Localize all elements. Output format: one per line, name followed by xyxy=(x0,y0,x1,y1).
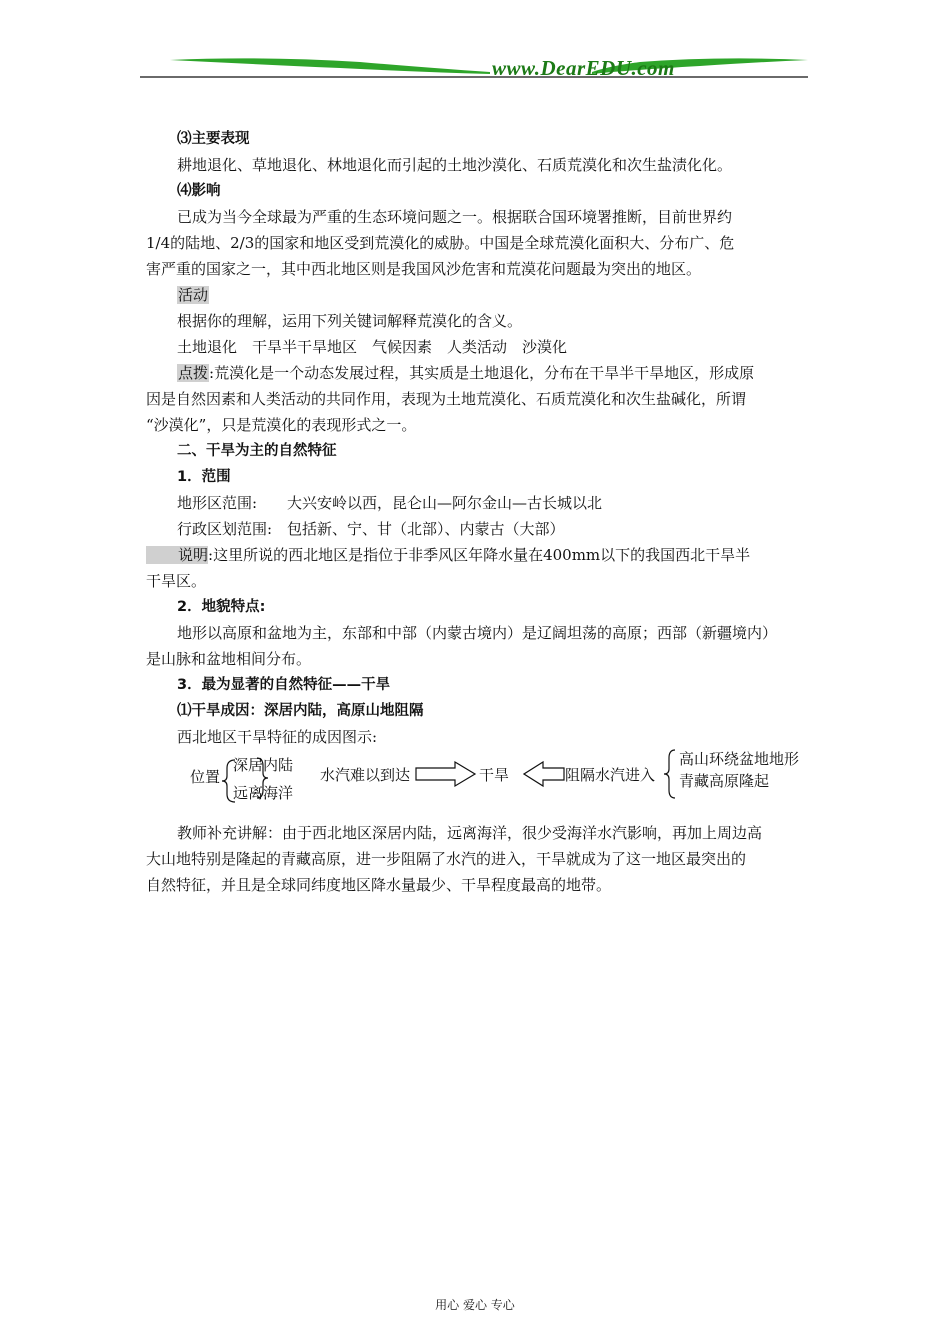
section-4-line-2: 1/4的陆地、2/3的国家和地区受到荒漠化的威胁。中国是全球荒漠化面积大、分布广、危 xyxy=(146,234,735,252)
activity-label: 活动 xyxy=(178,286,209,304)
teacher-line-2: 大山地特别是隆起的青藏高原，进一步阻隔了水汽的进入，干旱就成为了这一地区最突出的 xyxy=(146,850,747,868)
header-swoosh-icon xyxy=(140,52,808,82)
landform-line-2: 是山脉和盆地相间分布。 xyxy=(146,650,312,668)
activity-label-row xyxy=(177,282,845,308)
right-arrow-icon xyxy=(415,760,477,788)
tip-line-3: “沙漠化”，只是荒漠化的表现形式之一。 xyxy=(146,416,417,434)
diagram-far-from-ocean: 远离海洋 xyxy=(233,784,294,802)
site-logo-text[interactable]: www.DearEDU.com xyxy=(492,56,675,80)
drought-cause-diagram xyxy=(185,748,825,808)
diagram-vapor-hard: 水汽难以到达 xyxy=(320,766,411,784)
keywords: 土地退化 干旱半干旱地区 气候因素 人类活动 沙漠化 xyxy=(177,338,568,356)
diagram-position: 位置 xyxy=(190,768,221,786)
section-3-title: ⑶主要表现 xyxy=(177,131,250,147)
diagram-intro: 西北地区干旱特征的成因图示: xyxy=(177,728,378,746)
teacher-line-1: 教师补充讲解：由于西北地区深居内陆，远离海洋，很少受海洋水汽影响，再加上周边高 xyxy=(177,824,763,842)
range-admin: 行政区划范围: 包括新、宁、甘（北部）、内蒙古（大部） xyxy=(177,520,565,538)
subsection-3-title: 3．最为显著的自然特征——干旱 xyxy=(177,677,391,693)
tip-label: 点拨 xyxy=(178,364,209,382)
right-brace-icon xyxy=(255,756,269,800)
note-line-2: 干旱区。 xyxy=(146,572,207,590)
diagram-plateau: 青藏高原隆起 xyxy=(679,772,770,790)
diagram-deep-inland: 深居内陆 xyxy=(233,756,294,774)
landform-line-1: 地形以高原和盆地为主，东部和中部（内蒙古境内）是辽阔坦荡的高原；西部（新疆境内） xyxy=(177,624,778,642)
subsection-2-title: 2．地貌特点: xyxy=(177,599,266,615)
note-line-1 xyxy=(146,542,814,568)
curly-brace-icon xyxy=(663,748,677,800)
left-arrow-icon xyxy=(523,760,565,788)
section-4-line-1: 已成为当今全球最为严重的生态环境问题之一。根据联合国环境署推断，目前世界约 xyxy=(177,208,733,226)
note-label: 说明 xyxy=(146,546,208,564)
tip-line-2: 因是自然因素和人类活动的共同作用，表现为土地荒漠化、石质荒漠化和次生盐碱化，所谓 xyxy=(146,390,747,408)
section-4-line-3: 害严重的国家之一，其中西北地区则是我国风沙危害和荒漠花问题最为突出的地区。 xyxy=(146,260,702,278)
tip-line-1 xyxy=(177,360,845,386)
subsection-1-title: 1．范围 xyxy=(177,469,231,485)
site-header xyxy=(140,52,808,82)
diagram-mountains: 高山环绕盆地地形 xyxy=(679,750,800,768)
section-3-text: 耕地退化、草地退化、林地退化而引起的土地沙漠化、石质荒漠化和次生盐渍化化。 xyxy=(177,156,733,174)
section-2-title: 二、干旱为主的自然特征 xyxy=(177,443,337,459)
section-4-title: ⑷影响 xyxy=(177,183,221,199)
teacher-line-3: 自然特征，并且是全球同纬度地区降水量最少、干旱程度最高的地带。 xyxy=(146,876,612,894)
page-footer: 用心 爱心 专心 xyxy=(435,1298,515,1312)
note-text: :这里所说的西北地区是指位于非季风区年降水量在400mm以下的我国西北干旱半 xyxy=(208,546,751,564)
tip-text: :荒漠化是一个动态发展过程，其实质是土地退化，分布在干旱半干旱地区，形成原 xyxy=(209,364,755,382)
cause-title: ⑴干旱成因：深居内陆，高原山地阻隔 xyxy=(177,703,424,719)
activity-text: 根据你的理解，运用下列关键词解释荒漠化的含义。 xyxy=(177,312,523,330)
diagram-block-vapor: 阻隔水汽进入 xyxy=(565,766,656,784)
diagram-drought: 干旱 xyxy=(479,766,510,784)
range-terrain: 地形区范围: 大兴安岭以西，昆仑山—阿尔金山—古长城以北 xyxy=(177,494,603,512)
